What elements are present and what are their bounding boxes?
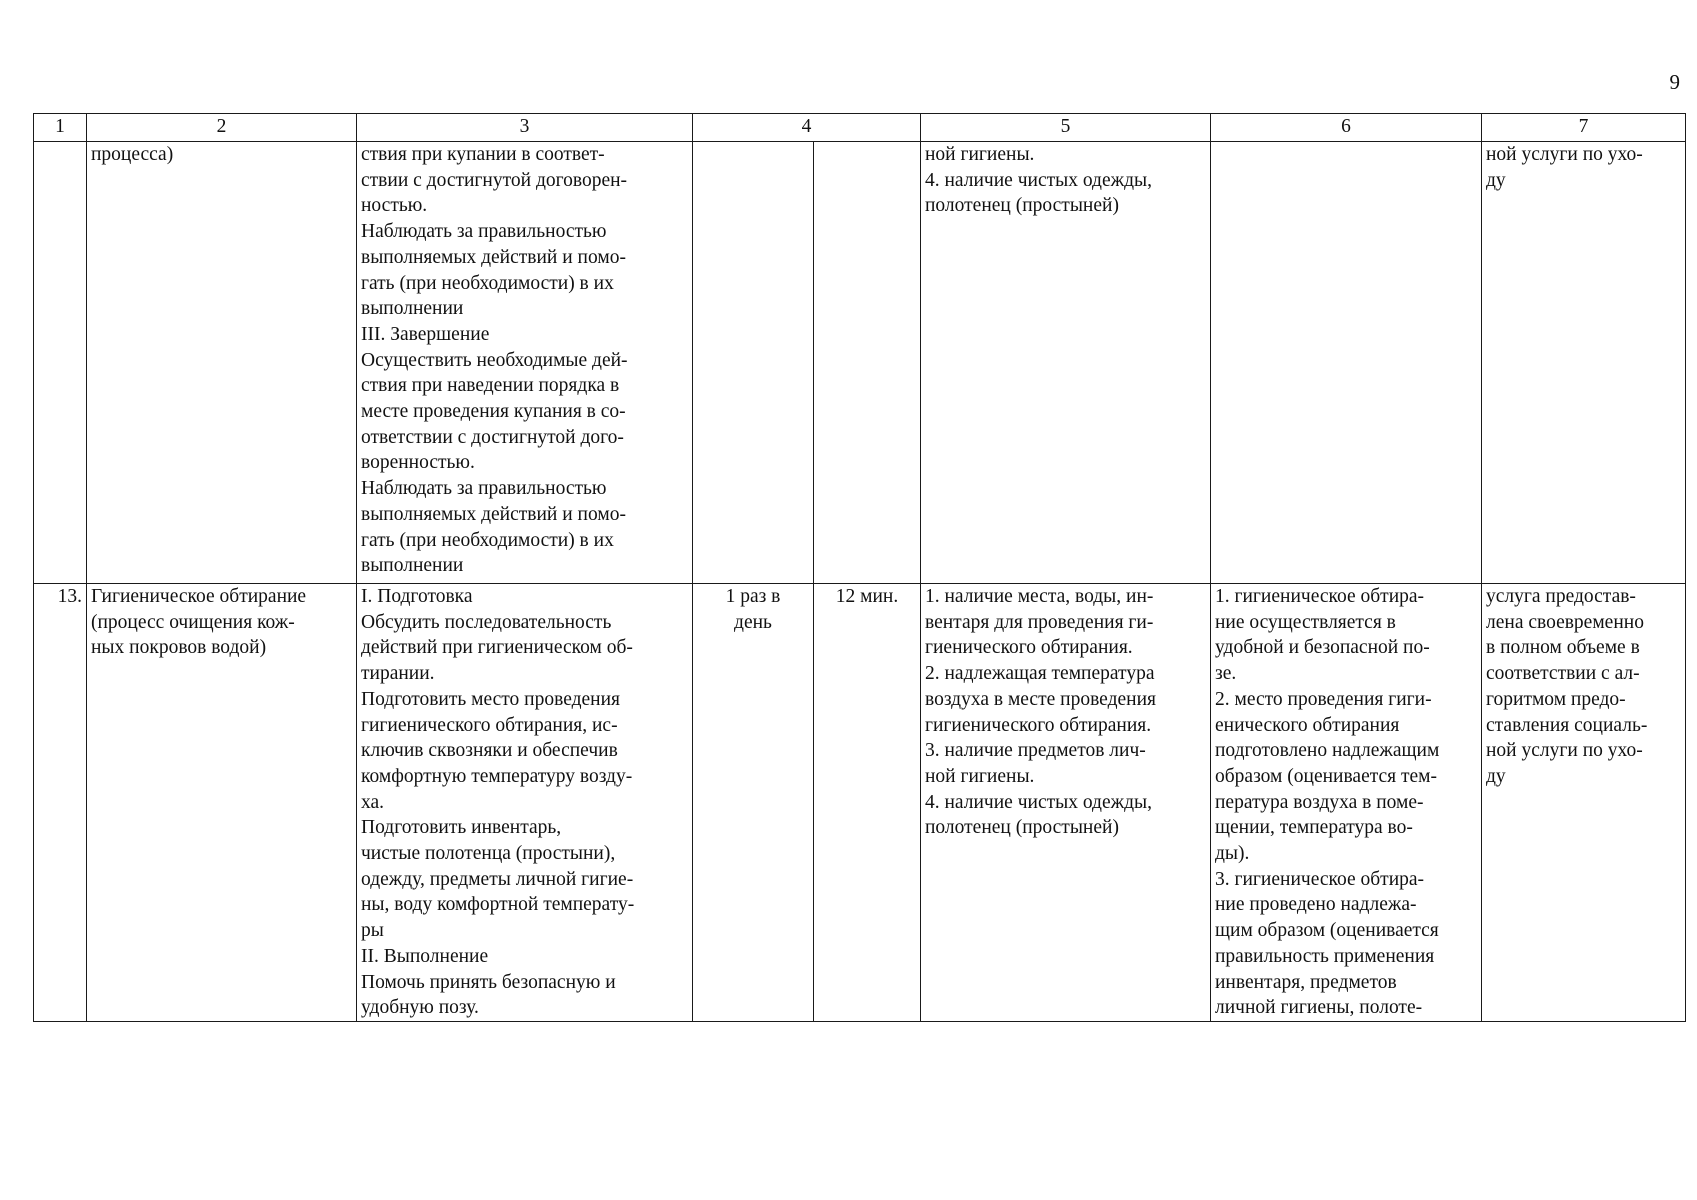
service-name-cell [87, 584, 357, 1022]
result-evaluation-cell [1482, 584, 1686, 1022]
cell-text-line: (процесс очищения кож- [91, 611, 295, 633]
cell-text-line: выполняемых действий и помо- [361, 503, 626, 525]
cell-text-line: подготовлено надлежащим [1215, 740, 1440, 762]
cell-text-line: полотенец (простыней) [925, 195, 1119, 217]
cell-text-line: гать (при необходимости) в их [361, 529, 614, 551]
cell-text-line: 4. наличие чистых одежды, [925, 791, 1152, 813]
cell-text-line: ключив сквозняки и обеспечив [361, 740, 618, 762]
cell-text-line: месте проведения купания в со- [361, 401, 626, 423]
cell-text-line: личной гигиены, полоте- [1215, 997, 1423, 1019]
row-number-cell [34, 142, 87, 584]
cell-text-line: услуга предостав- [1486, 586, 1636, 607]
cell-text-line: соответствии с ал- [1486, 663, 1640, 685]
cell-text-line: 3. гигиеническое обтира- [1215, 868, 1425, 890]
cell-text-line: 2. надлежащая температура [925, 663, 1155, 685]
cell-text-line: тирании. [361, 663, 435, 685]
cell-text-line: ду [1486, 169, 1506, 191]
cell-text-line: ствия при наведении порядка в [361, 375, 620, 397]
quality-indicators-cell [1211, 142, 1482, 584]
cell-text-line: Подготовить инвентарь, [361, 817, 562, 839]
cell-text-line: выполнении [361, 555, 464, 577]
cell-text-line: I. Подготовка [361, 586, 473, 607]
column-header: 1 [34, 114, 87, 142]
result-evaluation-cell [1482, 142, 1686, 584]
cell-text-line: III. Завершение [361, 323, 490, 345]
cell-text-line: ры [361, 920, 384, 942]
cell-text-line: гиенического обтирания. [925, 637, 1133, 659]
cell-text-line: воздуха в месте проведения [925, 688, 1156, 710]
cell-text-line: 2. место проведения гиги- [1215, 688, 1432, 710]
services-table [33, 113, 1686, 1022]
cell-text-line: лена своевременно [1486, 611, 1644, 633]
cell-text-line: процесса) [91, 144, 174, 165]
cell-text-line: щим образом (оценивается [1215, 920, 1439, 942]
cell-text-line: Наблюдать за правильностью [361, 478, 607, 500]
cell-text-line: II. Выполнение [361, 945, 489, 967]
cell-text-line: ной услуги по ухо- [1486, 740, 1643, 762]
cell-text-line: 1. гигиеническое обтира- [1215, 586, 1425, 607]
cell-text-line: Наблюдать за правильностью [361, 221, 607, 243]
cell-text-line: ха. [361, 791, 385, 813]
cell-text-line: гигиенического обтирания. [925, 714, 1152, 736]
cell-text-line: ных покровов водой) [91, 637, 267, 659]
cell-text-line: воренностью. [361, 452, 475, 474]
cell-text-line: Обсудить последовательность [361, 611, 612, 633]
cell-text-line: выполнении [361, 298, 464, 320]
cell-text-line: ствии с достигнутой договорен- [361, 169, 628, 191]
duration-cell [814, 142, 921, 584]
column-header: 3 [357, 114, 693, 142]
cell-text-line: ние осуществляется в [1215, 611, 1396, 633]
frequency-cell [693, 584, 814, 1022]
cell-text-line: 1. наличие места, воды, ин- [925, 586, 1154, 607]
cell-text-line: ду [1486, 765, 1506, 787]
cell-text-line: ние проведено надлежа- [1215, 894, 1417, 916]
cell-text-line: 4. наличие чистых одежды, [925, 169, 1152, 191]
cell-text-line: ответствии с достигнутой дого- [361, 426, 624, 448]
conditions-cell [921, 584, 1211, 1022]
cell-text-line: Гигиеническое обтирание [91, 586, 307, 607]
quality-indicators-cell [1211, 584, 1482, 1022]
column-header: 6 [1211, 114, 1482, 142]
service-description-cell [357, 584, 693, 1022]
column-header: 7 [1482, 114, 1686, 142]
cell-text-line: ставления социаль- [1486, 714, 1648, 736]
cell-text-line: ствия при купании в соответ- [361, 144, 605, 165]
cell-text-line: Осуществить необходимые дей- [361, 349, 628, 371]
cell-text-line: гигиенического обтирания, ис- [361, 714, 618, 736]
cell-text-line: 1 раз в [725, 586, 781, 607]
cell-text-line: ной услуги по ухо- [1486, 144, 1643, 165]
frequency-cell [693, 142, 814, 584]
cell-text-line: 3. наличие предметов лич- [925, 740, 1146, 762]
cell-text-line: одежду, предметы личной гигие- [361, 868, 634, 890]
cell-text-line: вентаря для проведения ги- [925, 611, 1154, 633]
column-header: 4 [693, 114, 921, 142]
cell-text-line: ды). [1215, 843, 1250, 865]
cell-text-line: чистые полотенца (простыни), [361, 843, 616, 865]
column-header: 2 [87, 114, 357, 142]
service-name-cell [87, 142, 357, 584]
column-header-row [34, 114, 1686, 142]
cell-text-line: правильность применения [1215, 945, 1435, 967]
cell-text-line: горитмом предо- [1486, 688, 1626, 710]
cell-text-line: ной гигиены. [925, 765, 1035, 787]
table-row [34, 142, 1686, 584]
cell-text-line: выполняемых действий и помо- [361, 246, 626, 268]
cell-text-line: ны, воду комфортной температу- [361, 894, 635, 916]
table-row [34, 584, 1686, 1022]
cell-text-line: день [734, 611, 772, 633]
cell-text-line: 12 мин. [835, 586, 899, 607]
cell-text-line: комфортную температуру возду- [361, 765, 633, 787]
cell-text-line: удобную позу. [361, 997, 479, 1019]
cell-text-line: удобной и безопасной по- [1215, 637, 1430, 659]
cell-text-line: енического обтирания [1215, 714, 1400, 736]
cell-text-line: в полном объеме в [1486, 637, 1640, 659]
cell-text-line: зе. [1215, 663, 1237, 685]
cell-text-line: действий при гигиеническом об- [361, 637, 633, 659]
cell-text-line: гать (при необходимости) в их [361, 272, 614, 294]
cell-text-line: ностью. [361, 195, 428, 217]
service-description-cell [357, 142, 693, 584]
cell-text-line: пература воздуха в поме- [1215, 791, 1424, 813]
page-number: 9 [1669, 70, 1680, 94]
cell-text-line: образом (оценивается тем- [1215, 765, 1437, 787]
column-header: 5 [921, 114, 1211, 142]
cell-text-line: полотенец (простыней) [925, 817, 1119, 839]
cell-text-line: инвентаря, предметов [1215, 971, 1397, 993]
cell-text-line: ной гигиены. [925, 144, 1035, 165]
cell-text-line: Подготовить место проведения [361, 688, 621, 710]
cell-text-line: щении, температура во- [1215, 817, 1413, 839]
row-number-cell: 13. [34, 584, 87, 1022]
duration-cell [814, 584, 921, 1022]
conditions-cell [921, 142, 1211, 584]
cell-text-line: Помочь принять безопасную и [361, 971, 616, 993]
